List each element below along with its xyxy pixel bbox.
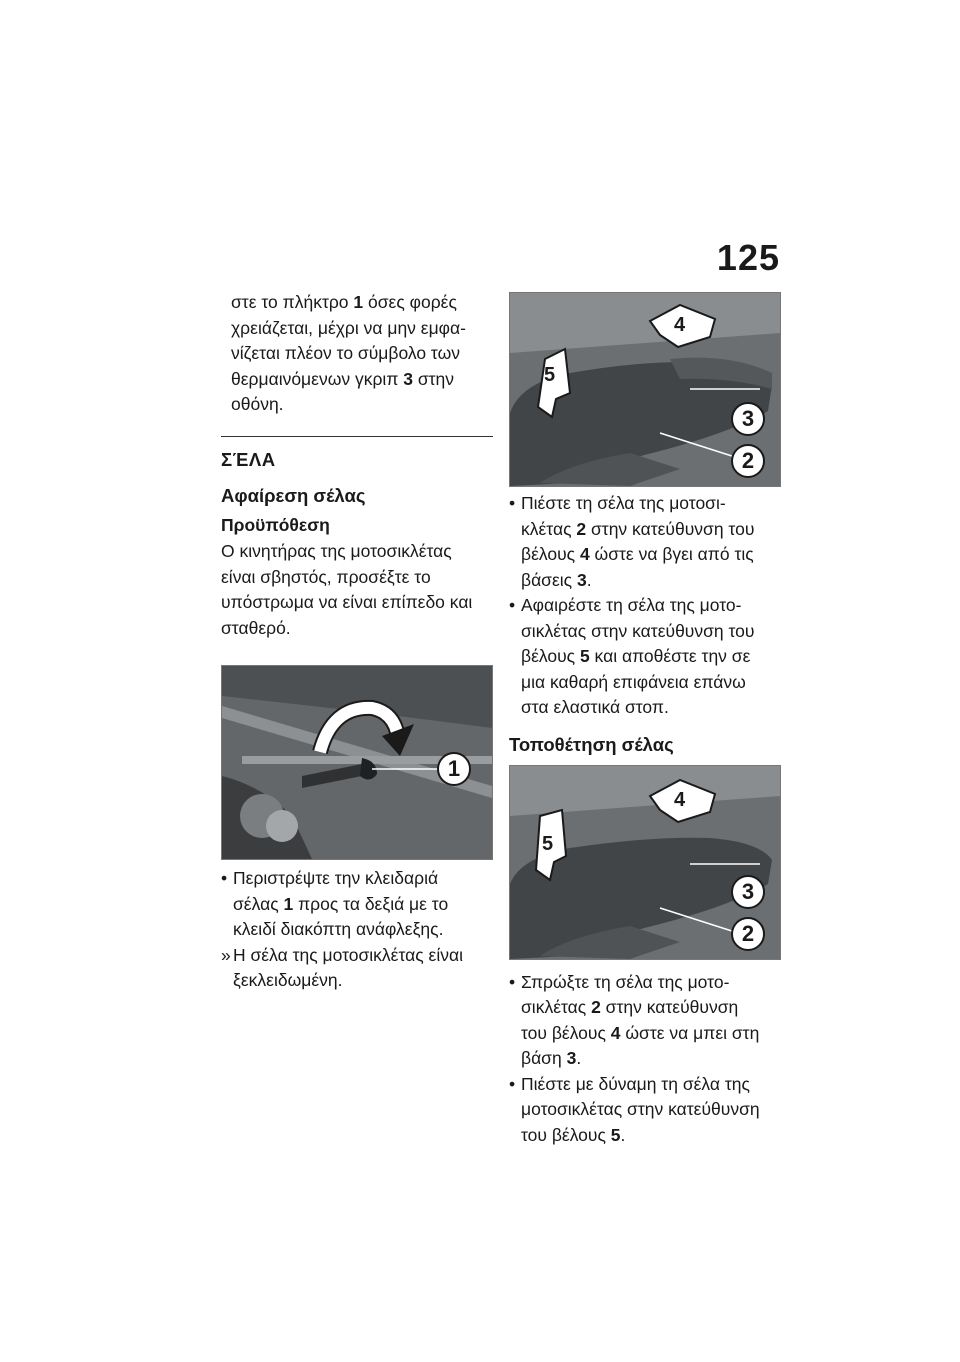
seat-install-figure: [509, 765, 781, 960]
callout-label-3: 3: [741, 406, 755, 431]
list-item: • Πιέστε τη σέλα της μοτοσι- κλέτας 2 στην κατεύθυνση του βέλους 4 ώστε να βγει από τις βάσεις 3.: [509, 493, 755, 590]
list-item: • Σπρώξτε τη σέλα της μοτο- σικλέτας 2 στην κατεύθυνση του βέλους 4 ώστε να μπει στη βάση 3.: [509, 971, 760, 1068]
list-item: • Περιστρέψτε την κλειδαριά σέλας 1 προς τα δεξιά με το κλειδί διακόπτη ανάφλεξης.: [221, 868, 449, 939]
section-divider: [221, 436, 493, 437]
heading-install-seat: Τοποθέτηση σέλας: [509, 733, 674, 755]
install-seat-steps: [509, 970, 783, 1149]
callout-label-4: 4: [674, 314, 686, 336]
seat-removal-figure: [509, 292, 781, 487]
page-number: 125: [716, 237, 780, 278]
list-item: • Πιέστε με δύναμη τη σέλα της μοτοσικλέτας στην κατεύθυνση του βέλους 5.: [509, 1073, 760, 1145]
callout-label-5: 5: [542, 832, 554, 855]
remove-steps: [221, 866, 493, 994]
right-column: [509, 292, 783, 1148]
remove-seat-steps: [509, 491, 783, 721]
precondition-text: Ο κινητήρας της μοτοσικλέτας είναι σβηστός, προσέξτε το υπόστρωμα να είναι επίπεδο και σταθερό.: [221, 541, 473, 638]
section-title: ΣΈΛΑ: [221, 448, 276, 470]
list-item-result: » Η σέλα της μοτοσικλέτας είναι ξεκλειδωμένη.: [221, 944, 463, 990]
callout-label-3: 3: [741, 878, 755, 904]
heading-remove-seat: Αφαίρεση σέλας: [221, 485, 366, 506]
seat-lock-figure: [221, 665, 493, 860]
left-column: [221, 290, 493, 994]
callout-label-4: 4: [674, 788, 686, 811]
list-item: • Αφαιρέστε τη σέλα της μοτο- σικλέτας στην κατεύθυνση του βέλους 5 και αποθέστε την σε μια καθαρή επιφάνεια επάνω στα ελαστικά στοπ.: [509, 595, 755, 717]
callout-label-5: 5: [544, 364, 556, 386]
callout-label-1: 1: [447, 756, 461, 781]
intro-paragraph: στε το πλήκτρο 1 όσες φορές χρειάζεται, μέχρι να μην εμφα- νίζεται πλέον το σύμβολο των θερμαινόμενων γκριπ 3 στην οθόνη.: [231, 292, 466, 414]
callout-label-2: 2: [741, 448, 755, 473]
subheading-precondition: Προϋπόθεση: [221, 515, 330, 535]
callout-label-2: 2: [741, 920, 755, 946]
